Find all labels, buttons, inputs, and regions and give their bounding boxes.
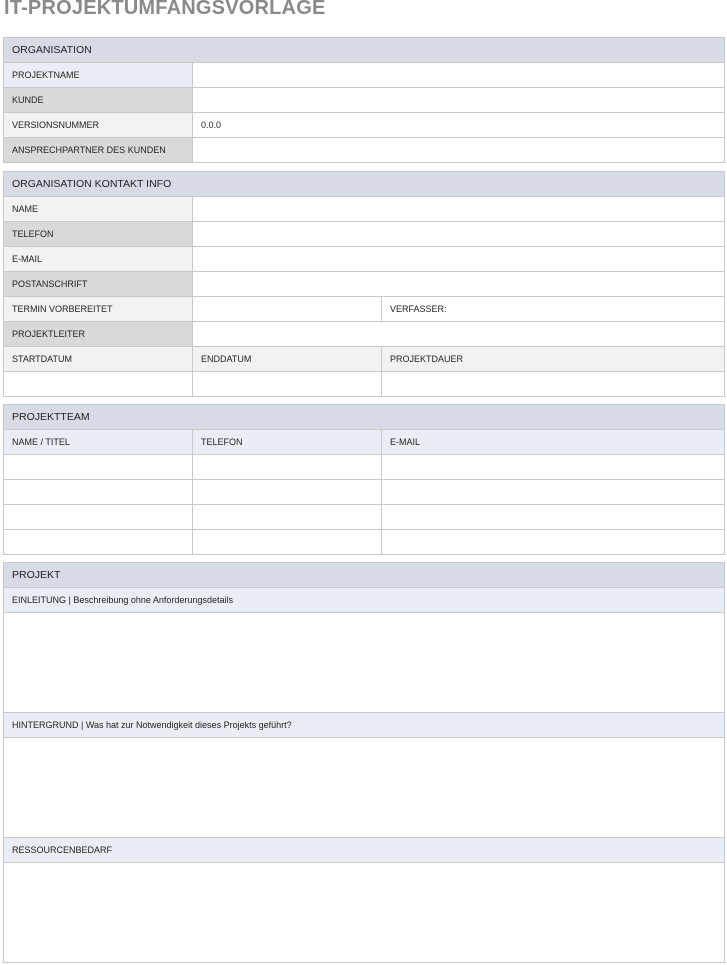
- enddatum-field[interactable]: [193, 372, 382, 397]
- verfasser-field[interactable]: VERFASSER:: [382, 297, 725, 322]
- email-label: E-MAIL: [4, 247, 193, 272]
- einleitung-label: EINLEITUNG | Beschreibung ohne Anforderungsdetails: [4, 588, 725, 613]
- team-email-cell[interactable]: [382, 480, 725, 505]
- team-telefon-cell[interactable]: [193, 455, 382, 480]
- postanschrift-field[interactable]: [193, 272, 725, 297]
- organisation-table: [3, 37, 725, 163]
- termin-label: TERMIN VORBEREITET: [4, 297, 193, 322]
- table-row: [4, 455, 725, 480]
- table-row: [4, 505, 725, 530]
- kunde-field[interactable]: [193, 88, 725, 113]
- versionsnummer-field[interactable]: 0.0.0: [193, 113, 725, 138]
- hintergrund-label: HINTERGRUND | Was hat zur Notwendigkeit dieses Projekts geführt?: [4, 713, 725, 738]
- table-row: [4, 530, 725, 555]
- organisation-header: ORGANISATION: [4, 38, 725, 63]
- kontakt-table: [3, 171, 725, 397]
- team-table: [3, 404, 725, 555]
- hintergrund-field[interactable]: [4, 738, 725, 838]
- team-telefon-cell[interactable]: [193, 505, 382, 530]
- postanschrift-label: POSTANSCHRIFT: [4, 272, 193, 297]
- ressourcen-label: RESSOURCENBEDARF: [4, 838, 725, 863]
- termin-field[interactable]: [193, 297, 382, 322]
- enddatum-label: ENDDATUM: [193, 347, 382, 372]
- team-name-cell[interactable]: [4, 480, 193, 505]
- team-email-cell[interactable]: [382, 505, 725, 530]
- einleitung-field[interactable]: [4, 613, 725, 713]
- team-col-email: E-MAIL: [382, 430, 725, 455]
- team-telefon-cell[interactable]: [193, 530, 382, 555]
- team-header: PROJEKTTEAM: [4, 405, 725, 430]
- ressourcen-field[interactable]: [4, 863, 725, 963]
- team-name-cell[interactable]: [4, 530, 193, 555]
- projektdauer-field[interactable]: [382, 372, 725, 397]
- team-name-cell[interactable]: [4, 455, 193, 480]
- projekt-table: [3, 562, 725, 963]
- projektleiter-label: PROJEKTLEITER: [4, 322, 193, 347]
- table-row: [4, 480, 725, 505]
- name-label: NAME: [4, 197, 193, 222]
- ansprechpartner-label: ANSPRECHPARTNER DES KUNDEN: [4, 138, 193, 163]
- team-name-cell[interactable]: [4, 505, 193, 530]
- telefon-label: TELEFON: [4, 222, 193, 247]
- team-email-cell[interactable]: [382, 530, 725, 555]
- versionsnummer-label: VERSIONSNUMMER: [4, 113, 193, 138]
- team-telefon-cell[interactable]: [193, 480, 382, 505]
- name-field[interactable]: [193, 197, 725, 222]
- startdatum-label: STARTDATUM: [4, 347, 193, 372]
- email-field[interactable]: [193, 247, 725, 272]
- startdatum-field[interactable]: [4, 372, 193, 397]
- ansprechpartner-field[interactable]: [193, 138, 725, 163]
- page-title: IT-PROJEKTUMFANGSVORLAGE: [4, 0, 326, 19]
- telefon-field[interactable]: [193, 222, 725, 247]
- projektleiter-field[interactable]: [193, 322, 725, 347]
- projektname-label: PROJEKTNAME: [4, 63, 193, 88]
- team-email-cell[interactable]: [382, 455, 725, 480]
- projektdauer-label: PROJEKTDAUER: [382, 347, 725, 372]
- kontakt-header: ORGANISATION KONTAKT INFO: [4, 172, 725, 197]
- kunde-label: KUNDE: [4, 88, 193, 113]
- team-col-name: NAME / TITEL: [4, 430, 193, 455]
- projektname-field[interactable]: [193, 63, 725, 88]
- team-col-telefon: TELEFON: [193, 430, 382, 455]
- projekt-header: PROJEKT: [4, 563, 725, 588]
